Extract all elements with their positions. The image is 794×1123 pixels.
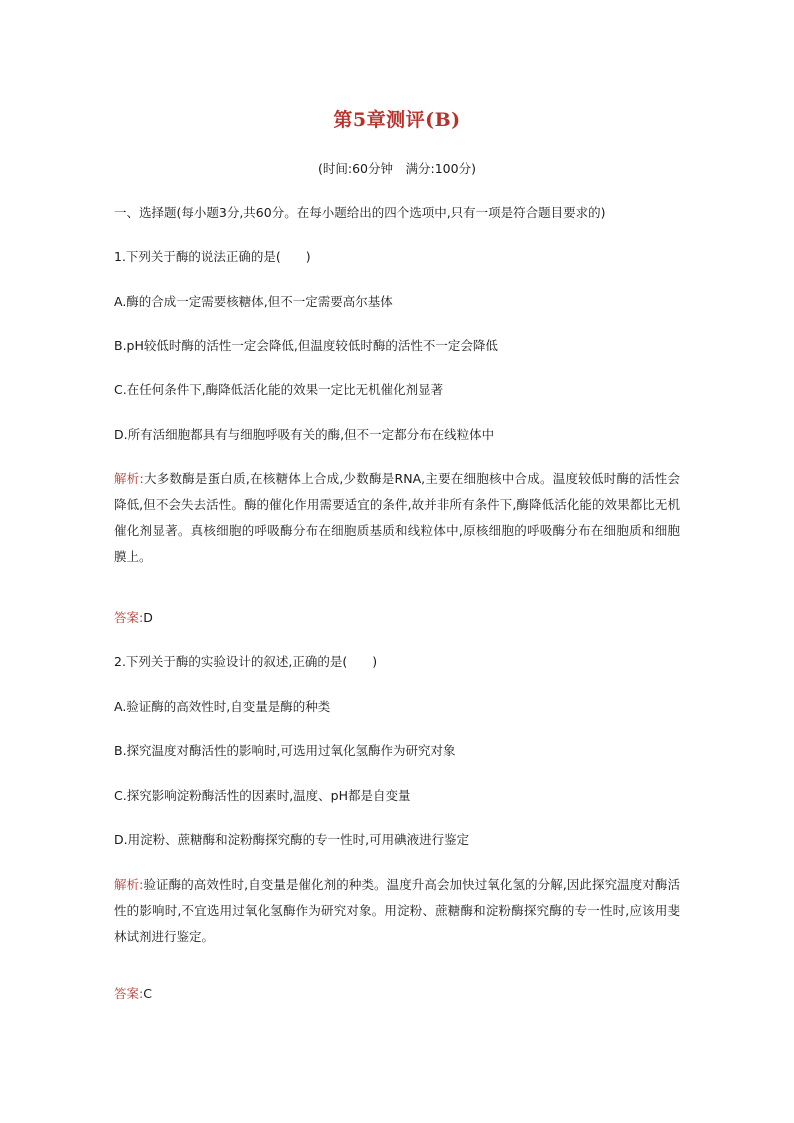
- analysis: [114, 872, 680, 950]
- section-heading: 一、选择题(每小题3分,共60分。在每小题给出的四个选项中,只有一项是符合题目要求的): [114, 205, 606, 220]
- analysis-label: 解析:: [114, 877, 144, 892]
- answer-label: 答案:: [114, 986, 144, 1001]
- answer: [114, 609, 153, 627]
- analysis-label: 解析:: [114, 471, 144, 486]
- answer-label: 答案:: [114, 610, 144, 625]
- option-d: D.用淀粉、蔗糖酶和淀粉酶探究酶的专一性时,可用碘液进行鉴定: [114, 832, 470, 847]
- option-c: C.探究影响淀粉酶活性的因素时,温度、pH都是自变量: [114, 788, 411, 803]
- option-b: B.pH较低时酶的活性一定会降低,但温度较低时酶的活性不一定会降低: [114, 338, 498, 353]
- answer-value: C: [143, 986, 152, 1001]
- analysis-text: 大多数酶是蛋白质,在核糖体上合成,少数酶是RNA,主要在细胞核中合成。温度较低时酶的活性会降低,但不会失去活性。酶的催化作用需要适宜的条件,故并非所有条件下,酶降低活化能的效果都比无机催化剂显著。真核细胞的呼吸酶分布在细胞质基质和线粒体中,原核细胞的呼吸酶分布在细胞质和细胞膜上。: [114, 471, 680, 564]
- analysis-text: 验证酶的高效性时,自变量是催化剂的种类。温度升高会加快过氧化氢的分解,因此探究温度对酶活性的影响时,不宜选用过氧化氢酶作为研究对象。用淀粉、蔗糖酶和淀粉酶探究酶的专一性时,应该用斐林试剂进行鉴定。: [114, 877, 681, 944]
- option-a: A.酶的合成一定需要核糖体,但不一定需要高尔基体: [114, 294, 393, 309]
- option-d: D.所有活细胞都具有与细胞呼吸有关的酶,但不一定都分布在线粒体中: [114, 427, 495, 442]
- question-stem: 1.下列关于酶的说法正确的是( ): [114, 249, 311, 264]
- question-stem: 2.下列关于酶的实验设计的叙述,正确的是( ): [114, 654, 378, 669]
- option-c: C.在任何条件下,酶降低活化能的效果一定比无机催化剂显著: [114, 382, 444, 397]
- analysis: [114, 466, 680, 570]
- exam-info: (时间:60分钟 满分:100分): [318, 161, 476, 176]
- option-a: A.验证酶的高效性时,自变量是酶的种类: [114, 699, 331, 714]
- answer: [114, 985, 152, 1003]
- page-title: 第5章测评(B): [333, 109, 461, 131]
- answer-value: D: [143, 610, 153, 625]
- option-b: B.探究温度对酶活性的影响时,可选用过氧化氢酶作为研究对象: [114, 743, 456, 758]
